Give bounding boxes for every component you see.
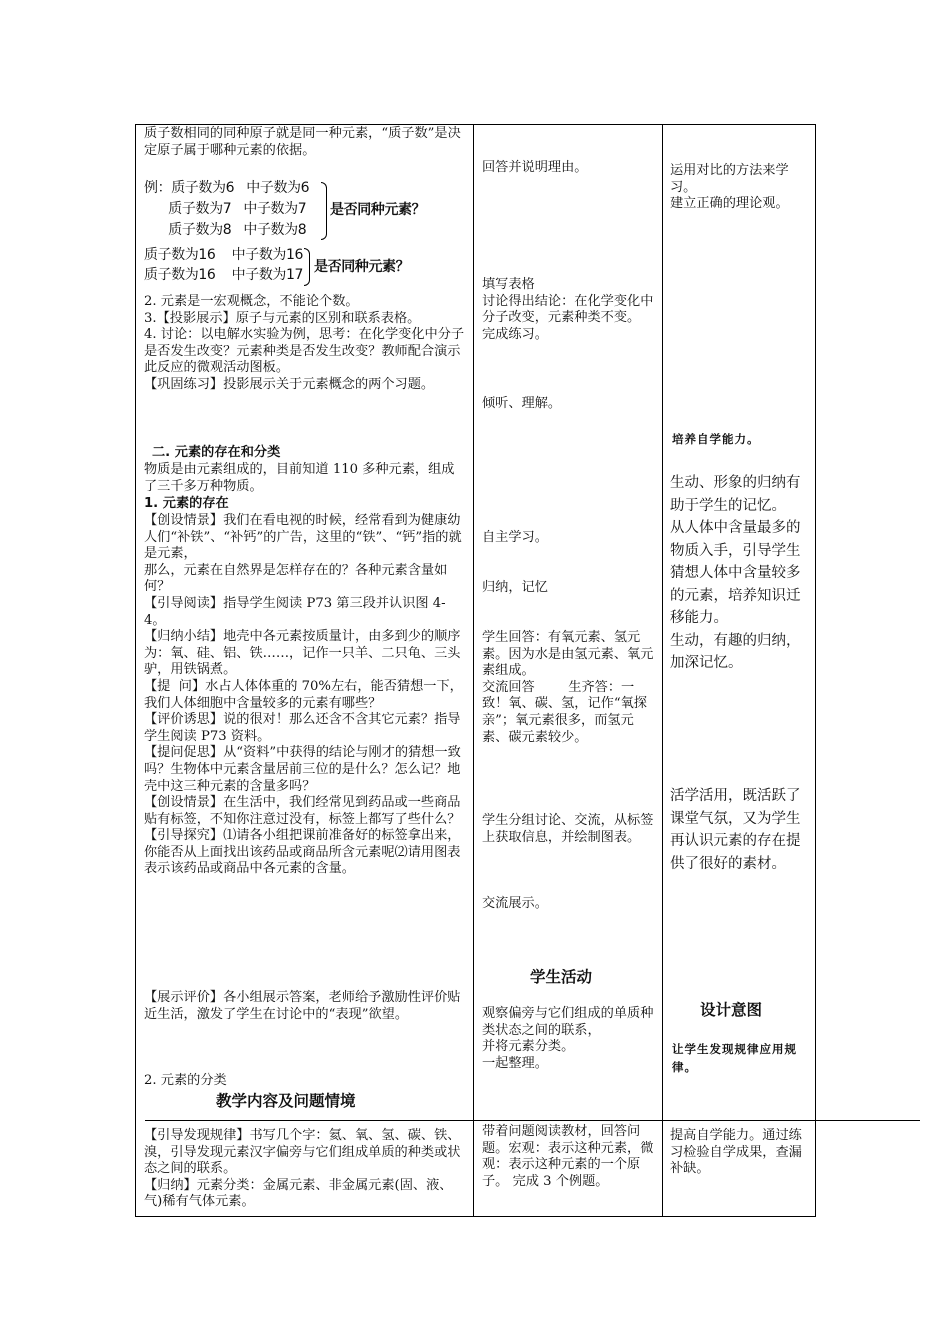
example2-brace [304, 248, 310, 286]
table-border-bottom [135, 1216, 816, 1217]
table-border-left [135, 124, 136, 1217]
table-border-top [135, 124, 816, 125]
middle-text-6: 学生回答：有氧元素、氢元素。因为水是由氢元素、氧元素组成。 交流回答 生齐答：一致！氧、碳、氢，记作“氧探亲”；氧元素很多，而氢元素、碳元素较少。 [482, 630, 654, 745]
bottom-left-text: 【引导发现规律】书写几个字：氦、氧、氢、碳、铁、溴，引导发现元素汉字偏旁与它们组成单质的种类或状态之间的联系。 【归纳】元素分类：金属元素、非金属元素(固、液、气)稀有气体元素。 [144, 1128, 461, 1210]
bottom-middle-text: 带着问题阅读教材，回答问题。宏观：表示这种元素，微观：表示这种元素的一个原子。 完成 3 个例题。 [482, 1124, 654, 1189]
example2-block [144, 245, 464, 289]
right-text-5: 让学生发现规律应用规律。 [672, 1042, 797, 1074]
example1-line: 例：质子数为6 中子数为6 [144, 180, 310, 196]
middle-text-3: 倾听、理解。 [482, 396, 562, 411]
right-text-3: 生动、形象的归纳有助于学生的记忆。 从人体中含量最多的物质入手，引导学生猜想人体中含量较多的元素，培养知识迁移能力。 生动，有趣的归纳，加深记忆。 [670, 475, 801, 671]
example1-line: 质子数为8 中子数为8 [144, 222, 307, 238]
section-heading-2-1: 1. 元素的存在 [144, 496, 229, 511]
left-paragraph-3: 【创设情景】我们在看电视的时候，经常看到为健康幼人们“补铁”、“补钙”的广告，这里的“铁”、“钙”指的就是元素， 那么，元素在自然界是怎样存在的？各种元素含量如何？ 【引导阅读】指导学生阅读 P73 第三段并认识图 4-4。 【归纳小结】地壳中各元素按质量计，由多到少的顺序为：氧、硅、铝、铁……，记作一只羊、二只龟、三头驴，用铁锅煮。 【提 问】水占人体体重的 70%左右，能否猜想一下，我们人体细胞中含量较多的元素有哪些？ 【评价诱思】说的很对！那么还含不含其它元素？指导学生阅读 P73 资料。 【提问促思】从“资料”中获得的结论与刚才的猜想一致吗？生物体中元素含量居前三位的是什么？怎么记？地壳中这三种元素的含量多吗？ 【创设情景】在生活中，我们经常见到药品或一些商品贴有标签，不知你注意过没有，标签上都写了些什么？ 【引导探究】⑴请各小组把课前准备好的标签拿出来，你能否从上面找出该药品或商品所含元素呢⑵请用图表表示该药品或商品中各元素的含量。 [144, 513, 463, 877]
table-divider-1 [473, 124, 474, 1217]
left-paragraph-5: 2. 元素的分类 [144, 1073, 227, 1088]
table-border-right [815, 124, 816, 1217]
right-text-4: 活学活用，既活跃了课堂气氛，又为学生再认识元素的存在提供了很好的素材。 [670, 788, 801, 872]
middle-text-1: 回答并说明理由。 [482, 160, 588, 175]
example2-question: 是否同种元素？ [314, 259, 410, 275]
left-paragraph-1: 2. 元素是一宏观概念，不能论个数。 3.【投影展示】原子与元素的区别和联系表格。 4. 讨论：以电解水实验为例，思考：在化学变化中分子是否发生改变？元素种类是否发生改变？教师配合演示此反应的微观活动图板。 【巩固练习】投影展示关于元素概念的两个习题。 [144, 294, 465, 392]
right-text-2: 培养自学能力。 [672, 432, 760, 446]
middle-text-4: 自主学习。 [482, 530, 548, 545]
middle-text-7: 学生分组讨论、交流，从标签上获取信息，并绘制图表。 [482, 813, 654, 845]
bottom-right-text: 提高自学能力。通过练习检验自学成果，查漏补缺。 [670, 1128, 802, 1177]
right-text-1: 运用对比的方法来学习。 建立正确的理论观。 [670, 163, 789, 212]
section-heading-2: 二. 元素的存在和分类 [152, 445, 281, 460]
left-paragraph-4: 【展示评价】各小组展示答案，老师给予激励性评价贴近生活，激发了学生在讨论中的“表现”欲望。 [144, 990, 461, 1022]
table-divider-2 [662, 124, 663, 1217]
left-intro: 质子数相同的同种原子就是同一种元素，“质子数”是决定原子属于哪种元素的依据。 [144, 126, 461, 158]
middle-text-5: 归纳，记忆 [482, 580, 548, 595]
table-row-divider [145, 1120, 920, 1121]
example2-line: 质子数为16 中子数为16 [144, 247, 304, 263]
middle-text-2: 填写表格 讨论得出结论：在化学变化中分子改变，元素种类不变。 完成练习。 [482, 277, 654, 342]
example1-line: 质子数为7 中子数为7 [144, 201, 307, 217]
example1-brace [321, 182, 327, 240]
middle-text-9: 观察偏旁与它们组成的单质种类状态之间的联系， 并将元素分类。 一起整理。 [482, 1006, 654, 1071]
example1-block [144, 178, 464, 242]
middle-text-8: 交流展示。 [482, 896, 548, 911]
left-paragraph-2: 物质是由元素组成的，目前知道 110 多种元素，组成了三千多万种物质。 [144, 462, 455, 494]
column-header-content: 教学内容及问题情境 [216, 1092, 356, 1110]
column-header-activity: 学生活动 [530, 968, 593, 986]
column-header-design: 设计意图 [700, 1001, 763, 1019]
example1-question: 是否同种元素？ [330, 202, 426, 218]
example2-line: 质子数为16 中子数为17 [144, 267, 304, 283]
